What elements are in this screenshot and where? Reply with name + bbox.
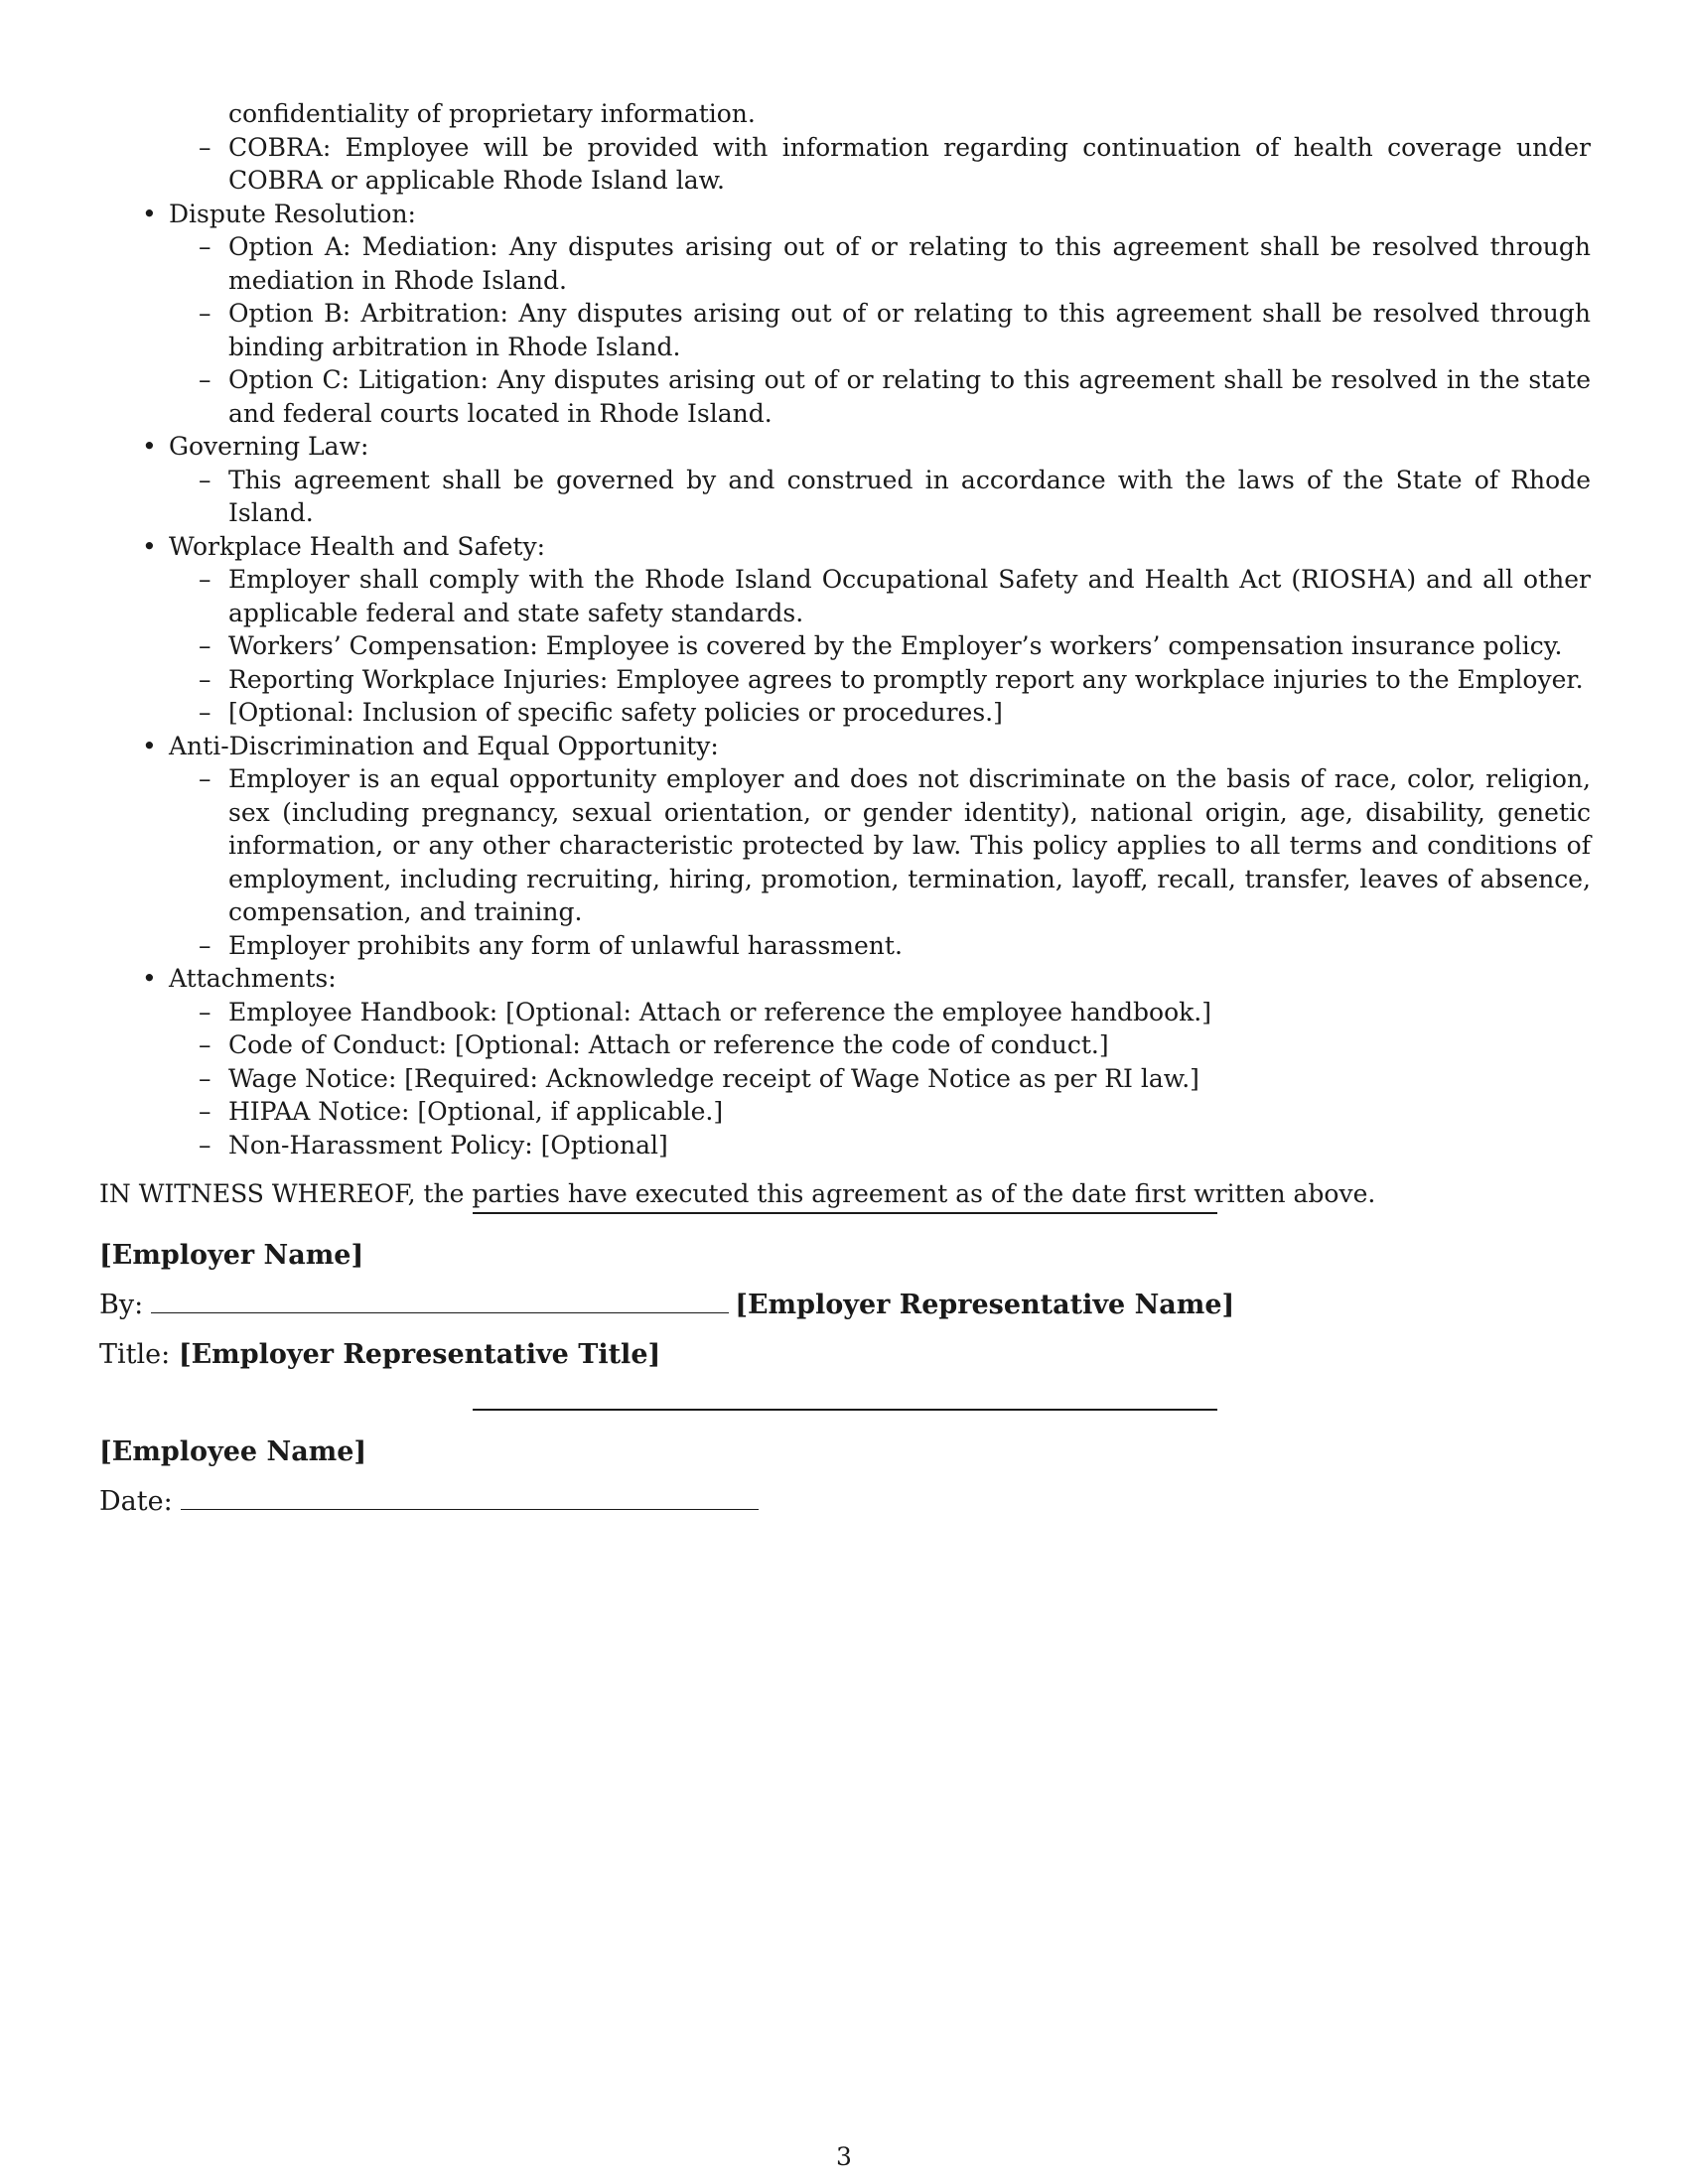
employer-representative-title: [Employer Representative Title] xyxy=(178,1339,661,1370)
list-item: – Employer shall comply with the Rhode Island Occupational Safety and Health Act (RIOSHA) and all other applicable federal and state safety standards. xyxy=(99,563,1591,629)
list-item: – Wage Notice: [Required: Acknowledge receipt of Wage Notice as per RI law.] xyxy=(99,1062,1591,1096)
section-title: • Anti-Discrimination and Equal Opportunity: xyxy=(99,730,1591,763)
section-anti-discrimination xyxy=(99,730,1591,963)
by-label: By: xyxy=(99,1290,144,1320)
page-number: 3 xyxy=(836,2142,852,2171)
employee-date-row xyxy=(99,1485,765,1519)
section-title: • Governing Law: xyxy=(99,430,1591,464)
list-item: – Employee Handbook: [Optional: Attach or reference the employee handbook.] xyxy=(99,996,1591,1029)
list-item: – Option A: Mediation: Any disputes arising out of or relating to this agreement shall be resolved through mediation in Rhode Island. xyxy=(99,230,1591,297)
list-item: – Employer prohibits any form of unlawful harassment. xyxy=(99,929,1591,963)
cobra-item: – COBRA: Employee will be provided with information regarding continuation of health coverage under COBRA or applicable Rhode Island law. xyxy=(99,131,1591,198)
list-item: – HIPAA Notice: [Optional, if applicable.] xyxy=(99,1095,1591,1129)
employer-name: [Employer Name] xyxy=(99,1240,364,1271)
list-item: – Option C: Litigation: Any disputes arising out of or relating to this agreement shall be resolved in the state and federal courts located in Rhode Island. xyxy=(99,363,1591,430)
section-governing-law xyxy=(99,430,1591,530)
date-blank-field[interactable] xyxy=(181,1487,759,1510)
document-body xyxy=(99,97,1591,1236)
employer-by-row xyxy=(99,1289,1234,1322)
section-dispute-resolution xyxy=(99,198,1591,431)
witness-clause: IN WITNESS WHEREOF, the parties have executed this agreement as of the date first written above. xyxy=(99,1179,1376,1208)
list-item: – Non-Harassment Policy: [Optional] xyxy=(99,1129,1591,1162)
employee-name: [Employee Name] xyxy=(99,1436,367,1467)
by-blank-field[interactable] xyxy=(151,1291,729,1313)
employer-signature-line[interactable] xyxy=(473,1212,1217,1214)
list-item: – This agreement shall be governed by and construed in accordance with the laws of the State of Rhode Island. xyxy=(99,464,1591,530)
section-attachments xyxy=(99,962,1591,1161)
list-item: – Option B: Arbitration: Any disputes arising out of or relating to this agreement shall be resolved through binding arbitration in Rhode Island. xyxy=(99,297,1591,363)
list-item: – [Optional: Inclusion of specific safety policies or procedures.] xyxy=(99,696,1591,730)
list-item: – Code of Conduct: [Optional: Attach or reference the code of conduct.] xyxy=(99,1028,1591,1062)
employer-title-row xyxy=(99,1338,660,1372)
employer-representative-name: [Employer Representative Name] xyxy=(735,1290,1235,1320)
list-item: – Workers’ Compensation: Employee is covered by the Employer’s workers’ compensation insurance policy. xyxy=(99,629,1591,663)
employee-signature-line[interactable] xyxy=(473,1409,1217,1411)
list-item: – Reporting Workplace Injuries: Employee agrees to promptly report any workplace injuries to the Employer. xyxy=(99,663,1591,697)
section-title: • Dispute Resolution: xyxy=(99,198,1591,231)
list-item: – Employer is an equal opportunity employer and does not discriminate on the basis of race, color, religion, sex (including pregnancy, sexual orientation, or gender identity), national origin, age, disability, genetic information, or any other characteristic protected by law. This policy applies to all terms and conditions of employment, including recruiting, hiring, promotion, termination, layoff, recall, transfer, leaves of absence, compensation, and training. xyxy=(99,762,1591,929)
title-label: Title: xyxy=(99,1339,171,1370)
date-label: Date: xyxy=(99,1486,173,1517)
section-workplace-safety xyxy=(99,530,1591,730)
section-title: • Workplace Health and Safety: xyxy=(99,530,1591,564)
continued-line: confidentiality of proprietary information. xyxy=(228,99,756,128)
section-title: • Attachments: xyxy=(99,962,1591,996)
